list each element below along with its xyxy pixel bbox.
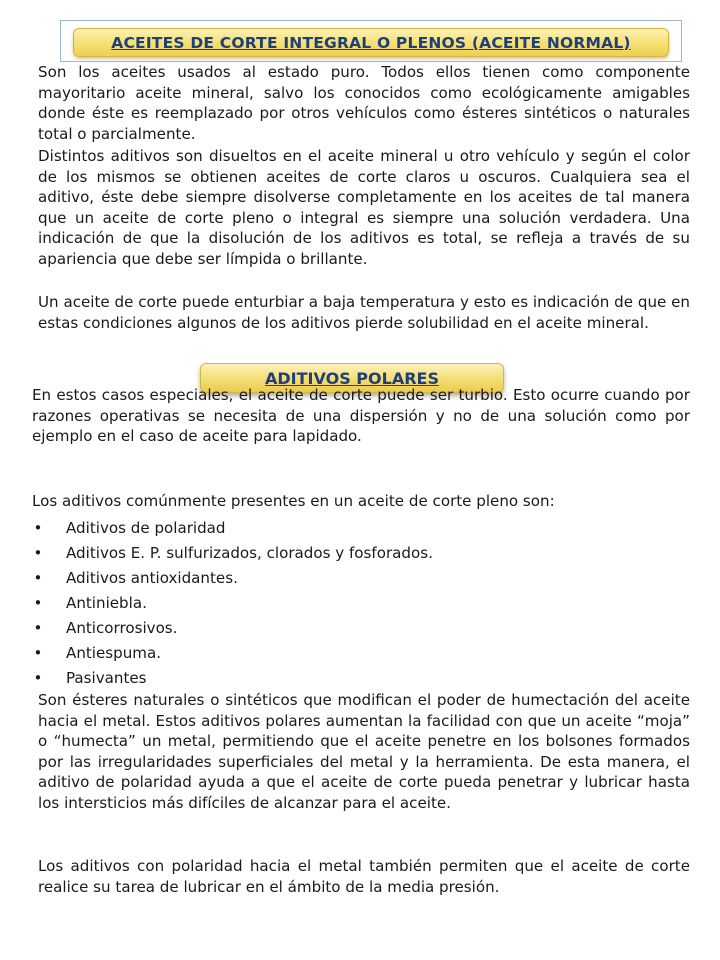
paragraph-low-temperature: Un aceite de corte puede enturbiar a baja temperatura y esto es indicación de que en estas condiciones algunos de los aditivos pierde solubilidad en el aceite mineral.	[38, 293, 690, 332]
list-item: • Antiniebla.	[32, 591, 672, 616]
section-title-banner	[73, 28, 669, 57]
paragraph-special-cases: En estos casos especiales, el aceite de corte puede ser turbio. Esto ocurre cuando por razones operativas se necesita de una dispersión y no de una solución como por ejemplo en el caso de aceite para lapidado.	[32, 386, 690, 446]
section-title: ACEITES DE CORTE INTEGRAL O PLENOS (ACEITE NORMAL)	[111, 33, 631, 52]
paragraph-polar-esters: Son ésteres naturales o sintéticos que modifican el poder de humectación del aceite hacia el metal. Estos aditivos polares aumentan la facilidad con que un aceite “moja” o “humecta” un metal, permitiendo que el aceite penetre en los bolsones formados por las irregularidades superficiales del metal y la herramienta. De esta manera, el aditivo de polaridad ayuda a que el aceite de corte pueda penetrar y lubricar hasta los intersticios más difíciles de alcanzar para el aceite.	[38, 691, 690, 812]
list-item: • Aditivos antioxidantes.	[32, 566, 672, 591]
bullet-icon: •	[33, 519, 43, 537]
list-item: • Pasivantes	[32, 666, 672, 691]
list-item: • Antiespuma.	[32, 641, 672, 666]
paragraph-additives-dissolution: Distintos aditivos son disueltos en el aceite mineral u otro vehículo y según el color de los mismos se obtienen aceites de corte claros u oscuros. Cualquiera sea el aditivo, éste debe siempre disolverse completamente en los aceites de tal manera que un aceite de corte pleno o integral es siempre una solución verdadera. Una indicación de que la disolución de los aditivos es total, se refleja a través de su apariencia que debe ser límpida o brillante.	[38, 147, 690, 268]
bullet-icon: •	[33, 594, 43, 612]
additives-list	[32, 516, 672, 691]
list-item: • Aditivos E. P. sulfurizados, clorados y fosforados.	[32, 541, 672, 566]
paragraph-list-intro: Los aditivos comúnmente presentes en un aceite de corte pleno son:	[32, 492, 555, 510]
paragraph-media-presion: Los aditivos con polaridad hacia el metal también permiten que el aceite de corte realice su tarea de lubricar en el ámbito de la media presión.	[38, 857, 690, 896]
bullet-icon: •	[33, 669, 43, 687]
subsection-title: ADITIVOS POLARES	[265, 368, 439, 388]
list-item: • Anticorrosivos.	[32, 616, 672, 641]
bullet-icon: •	[33, 569, 43, 587]
bullet-icon: •	[33, 644, 43, 662]
list-item: • Aditivos de polaridad	[32, 516, 672, 541]
bullet-icon: •	[33, 544, 43, 562]
bullet-icon: •	[33, 619, 43, 637]
section-title-banner-frame	[60, 20, 682, 62]
paragraph-intro: Son los aceites usados al estado puro. Todos ellos tienen como componente mayoritario aceite mineral, salvo los conocidos como ecológicamente amigables donde éste es reemplazado por otros vehículos como ésteres sintéticos o naturales total o parcialmente.	[38, 63, 690, 143]
